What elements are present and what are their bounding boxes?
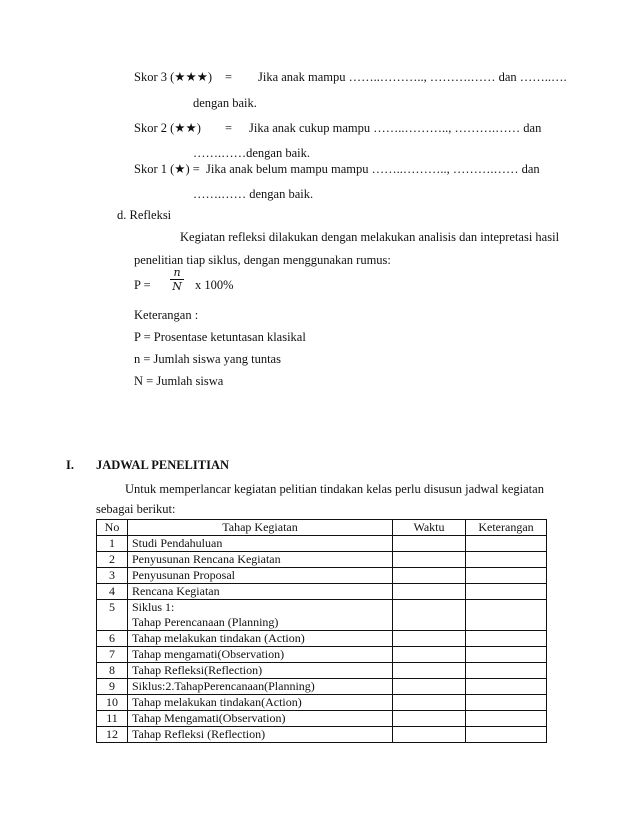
schedule-table <box>96 519 547 743</box>
row-number: 8 <box>97 663 128 679</box>
jadwal-paragraph-line1: Untuk memperlancar kegiatan pelitian tindakan kelas perlu disusun jadwal kegiatan <box>125 482 544 496</box>
table-row <box>97 663 547 679</box>
skor2-label: Skor 2 (★★) <box>134 121 201 135</box>
row-activity: Tahap melakukan tindakan(Action) <box>128 695 393 711</box>
row-keterangan <box>466 663 547 679</box>
skor1-continuation: …….…… dengan baik. <box>193 187 314 201</box>
row-waktu <box>393 568 466 584</box>
row-number: 2 <box>97 552 128 568</box>
skor3-label: Skor 3 (★★★) <box>134 70 213 84</box>
header-waktu: Waktu <box>393 520 466 536</box>
row-number: 4 <box>97 584 128 600</box>
row-number: 9 <box>97 679 128 695</box>
row-number: 3 <box>97 568 128 584</box>
row-number: 5 <box>97 600 128 631</box>
skor3-text-content: Jika anak mampu ……..……….., ……….…… dan ……..…. <box>258 70 567 84</box>
skor2-continuation: …….……dengan baik. <box>193 146 310 160</box>
table-row <box>97 631 547 647</box>
row-activity: Tahap Refleksi(Reflection) <box>128 663 393 679</box>
row-activity: Studi Pendahuluan <box>128 536 393 552</box>
row-number: 11 <box>97 711 128 727</box>
formula-rhs: x 100% <box>195 278 234 292</box>
row-keterangan <box>466 568 547 584</box>
table-row <box>97 600 547 631</box>
row-keterangan <box>466 711 547 727</box>
keterangan-item-n: n = Jumlah siswa yang tuntas <box>134 352 281 366</box>
row-keterangan <box>466 679 547 695</box>
row-keterangan <box>466 647 547 663</box>
skor1-text: Jika anak belum mampu mampu ……..……….., ……….…… dan <box>206 162 540 176</box>
row-waktu <box>393 647 466 663</box>
row-keterangan <box>466 536 547 552</box>
row-keterangan <box>466 695 547 711</box>
row-waktu <box>393 600 466 631</box>
table-body <box>97 536 547 743</box>
row-waktu <box>393 695 466 711</box>
row-keterangan <box>466 552 547 568</box>
table-row <box>97 727 547 743</box>
keterangan-item-p: P = Prosentase ketuntasan klasikal <box>134 330 306 344</box>
keterangan-label: Keterangan : <box>134 308 199 322</box>
header-no: No <box>97 520 128 536</box>
row-waktu <box>393 631 466 647</box>
header-tahap: Tahap Kegiatan <box>128 520 393 536</box>
row-activity: Penyusunan Proposal <box>128 568 393 584</box>
row-waktu <box>393 727 466 743</box>
refleksi-heading: d. Refleksi <box>117 208 172 222</box>
row-waktu <box>393 584 466 600</box>
refleksi-paragraph-line2: penelitian tiap siklus, dengan menggunakan rumus: <box>134 253 391 267</box>
row-number: 6 <box>97 631 128 647</box>
jadwal-paragraph-line2: sebagai berikut: <box>96 502 176 516</box>
table-row <box>97 536 547 552</box>
row-activity: Tahap Refleksi (Reflection) <box>128 727 393 743</box>
table-row <box>97 647 547 663</box>
table-row <box>97 552 547 568</box>
skor1-label: Skor 1 (★) = <box>134 162 200 176</box>
row-waktu <box>393 711 466 727</box>
row-activity: Tahap Mengamati(Observation) <box>128 711 393 727</box>
section-numeral: I. <box>66 458 74 472</box>
row-keterangan <box>466 584 547 600</box>
row-waktu <box>393 552 466 568</box>
table-row <box>97 679 547 695</box>
row-activity: Tahap melakukan tindakan (Action) <box>128 631 393 647</box>
header-keterangan: Keterangan <box>466 520 547 536</box>
row-waktu <box>393 679 466 695</box>
row-keterangan <box>466 600 547 631</box>
skor2-equals: = <box>225 121 233 135</box>
table-row <box>97 695 547 711</box>
row-activity: Siklus 1: Tahap Perencanaan (Planning) <box>128 600 393 631</box>
row-keterangan <box>466 631 547 647</box>
formula-numerator: n <box>173 266 181 279</box>
table-row <box>97 584 547 600</box>
row-waktu <box>393 663 466 679</box>
skor2-text: Jika anak cukup mampu ……..……….., ……….…… dan <box>249 121 542 135</box>
table-row <box>97 711 547 727</box>
row-activity: Siklus:2.TahapPerencanaan(Planning) <box>128 679 393 695</box>
formula-lhs: P = <box>134 278 151 292</box>
table-row <box>97 568 547 584</box>
row-activity: Rencana Kegiatan <box>128 584 393 600</box>
row-number: 12 <box>97 727 128 743</box>
formula-fraction <box>170 266 184 293</box>
row-number: 10 <box>97 695 128 711</box>
keterangan-item-N: N = Jumlah siswa <box>134 374 224 388</box>
row-number: 7 <box>97 647 128 663</box>
skor3-continuation: dengan baik. <box>193 96 257 110</box>
refleksi-paragraph-line1: Kegiatan refleksi dilakukan dengan melakukan analisis dan intepretasi hasil <box>180 230 560 244</box>
skor3-equals: = <box>225 70 233 84</box>
table-header-row <box>97 520 547 536</box>
row-keterangan <box>466 727 547 743</box>
row-waktu <box>393 536 466 552</box>
row-activity: Penyusunan Rencana Kegiatan <box>128 552 393 568</box>
section-title: JADWAL PENELITIAN <box>96 458 230 472</box>
skor3-text <box>258 69 567 85</box>
row-number: 1 <box>97 536 128 552</box>
formula-denominator: N <box>172 280 182 293</box>
row-activity: Tahap mengamati(Observation) <box>128 647 393 663</box>
